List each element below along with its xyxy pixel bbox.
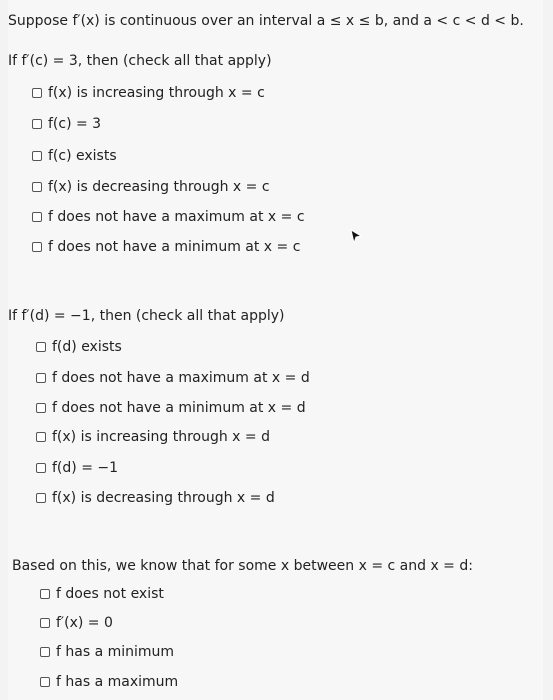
checkbox[interactable] xyxy=(36,373,46,383)
section2-option-2[interactable] xyxy=(36,369,310,387)
option-label: f has a maximum xyxy=(56,674,179,690)
option-label: f(x) is increasing through x = c xyxy=(48,85,265,101)
section3-prompt: Based on this, we know that for some x between x = c and x = d: xyxy=(12,558,473,574)
checkbox[interactable] xyxy=(40,647,50,657)
option-label: f(x) is decreasing through x = d xyxy=(52,490,275,506)
checkbox[interactable] xyxy=(36,463,46,473)
option-label: f does not have a minimum at x = c xyxy=(48,239,301,255)
section1-option-4[interactable] xyxy=(32,178,270,196)
option-label: f(d) = −1 xyxy=(52,460,119,476)
option-label: f(x) is decreasing through x = c xyxy=(48,179,270,195)
mouse-pointer-icon xyxy=(349,228,363,246)
checkbox[interactable] xyxy=(36,493,46,503)
checkbox[interactable] xyxy=(40,677,50,687)
section3-option-1[interactable] xyxy=(40,585,164,603)
checkbox[interactable] xyxy=(36,342,46,352)
section1-prompt: If f′(c) = 3, then (check all that apply) xyxy=(8,53,272,69)
checkbox[interactable] xyxy=(40,618,50,628)
section2-option-6[interactable] xyxy=(36,489,275,507)
option-label: f does not have a maximum at x = c xyxy=(48,209,305,225)
section1-option-6[interactable] xyxy=(32,238,300,256)
option-label: f(x) is increasing through x = d xyxy=(52,429,270,445)
section1-option-1[interactable] xyxy=(32,84,265,102)
checkbox[interactable] xyxy=(32,119,42,129)
option-label: f(c) = 3 xyxy=(48,116,102,132)
option-label: f has a minimum xyxy=(56,644,175,660)
section1-option-5[interactable] xyxy=(32,208,305,226)
section1-option-2[interactable] xyxy=(32,115,101,133)
option-label: f(c) exists xyxy=(48,148,117,164)
section3-option-3[interactable] xyxy=(40,643,174,661)
checkbox[interactable] xyxy=(32,242,42,252)
section3-option-4[interactable] xyxy=(40,673,178,691)
section2-prompt: If f′(d) = −1, then (check all that apply) xyxy=(8,308,285,324)
option-label: f does not have a minimum at x = d xyxy=(52,400,306,416)
option-label: f does not have a maximum at x = d xyxy=(52,370,310,386)
section1-option-3[interactable] xyxy=(32,147,117,165)
option-label: f does not exist xyxy=(56,586,164,602)
checkbox[interactable] xyxy=(32,88,42,98)
section2-option-5[interactable] xyxy=(36,459,118,477)
section2-option-4[interactable] xyxy=(36,428,270,446)
checkbox[interactable] xyxy=(36,432,46,442)
section2-option-3[interactable] xyxy=(36,399,306,417)
checkbox[interactable] xyxy=(36,403,46,413)
option-label: f′(x) = 0 xyxy=(56,615,113,631)
option-label: f(d) exists xyxy=(52,339,122,355)
section2-option-1[interactable] xyxy=(36,338,122,356)
checkbox[interactable] xyxy=(40,589,50,599)
checkbox[interactable] xyxy=(32,151,42,161)
checkbox[interactable] xyxy=(32,182,42,192)
checkbox[interactable] xyxy=(32,212,42,222)
question-intro: Suppose f′(x) is continuous over an interval a ≤ x ≤ b, and a < c < d < b. xyxy=(8,13,524,29)
section3-option-2[interactable] xyxy=(40,614,113,632)
